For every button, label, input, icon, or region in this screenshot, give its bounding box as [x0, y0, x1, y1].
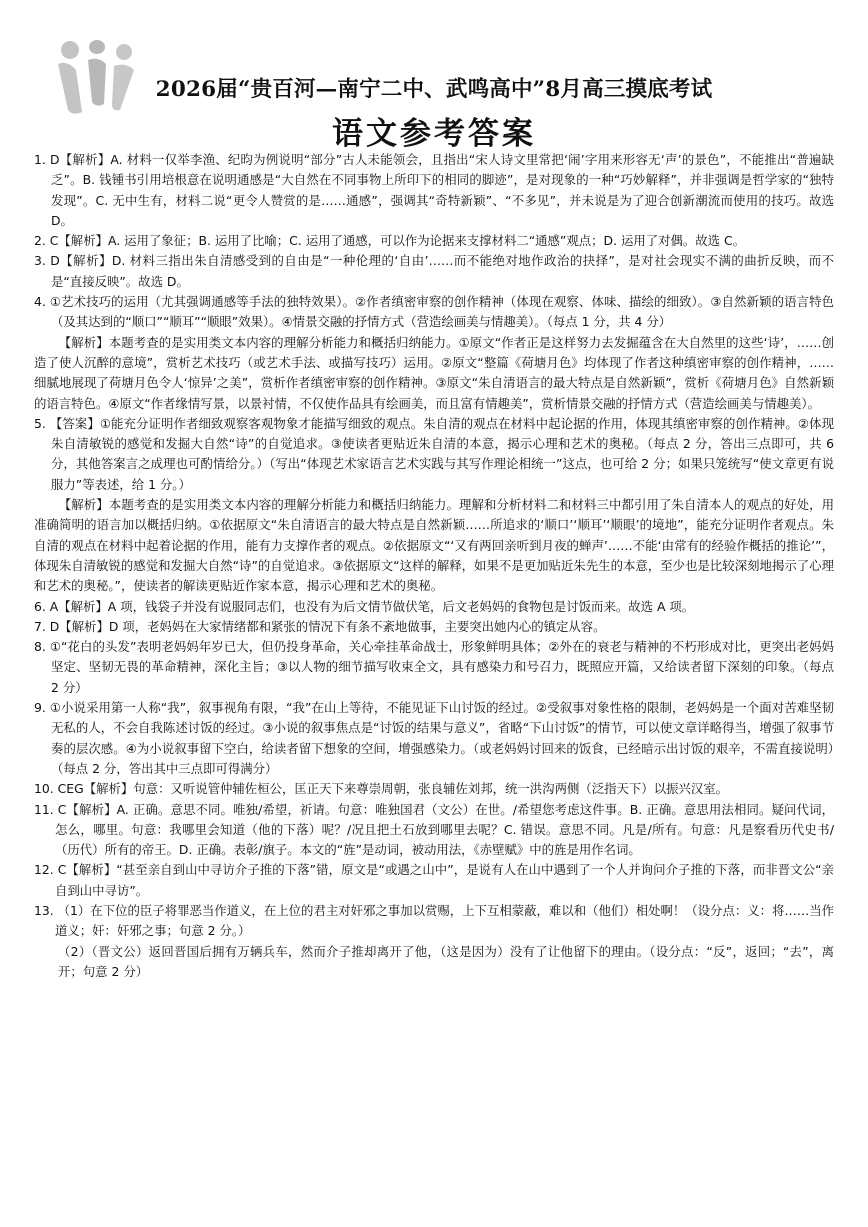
answer-10: 10. CEG【解析】句意：又听说管仲辅佐桓公，匡正天下来尊崇周朝，张良辅佐刘邦，统一洪沟两侧（泛指天下）以振兴汉室。	[34, 781, 729, 797]
answer-6: 6. A【解析】A 项，钱袋子并没有说服同志们，也没有为后文情节做伏笔，后文老妈妈的食物包是讨饭而来。故选 A 项。	[34, 598, 695, 614]
answer-5: 5. 【答案】①能充分证明作者细致观察客观物象才能描写细致的观点。朱自清的观点在材料中起论据的作用，体现其缜密审察的创作精神。②体现朱自清敏锐的感觉和发掘大自然“诗”的自觉追求。③使读者更贴近朱自清的本意，揭示心理和艺术的奥秘。（每点 2 分，答出三点即可，共 6 分，其他答案言之成理也可酌情给分。）（写出“体现艺术家语言艺术实践与其写作理论相统一”这点，也可给 2 分；如果只笼统写“使文章更有说服力”等表述，给 1 分。）	[34, 415, 834, 492]
answer-7: 7. D【解析】D 项，老妈妈在大家情绪都和紧张的情况下有条不紊地做事，主要突出她内心的镇定从容。	[34, 618, 606, 634]
answer-2: 2. C【解析】A. 运用了象征；B. 运用了比喻；C. 运用了通感，可以作为论据来支撑材料二“通感”观点；D. 运用了对偶。故选 C。	[34, 233, 746, 249]
answer-5-analysis: 【解析】本题考查的是实用类文本内容的理解分析能力和概括归纳能力。理解和分析材料二和材料三中都引用了朱自清本人的观点的好处，用准确简明的语言加以概括归纳。①依据原文“朱自清语言的最大特点是自然新颖……所追求的‘顺口’‘顺耳’‘顺眼’的境地”，能充分证明作者观点。朱自清的观点在材料中起着论据的作用，能有力支撑作者的观点。②依据原文“‘又有两回亲听到月夜的蝉声’……不能‘由常有的经验作概括的推论’”，体现朱自清敏锐的感觉和发掘大自然“诗”的自觉追求。③依据原文“这样的解释，如果不是更加贴近朱先生的本意，至少也是比较深刻地揭示了心理和艺术的奥秘。”，使读者的解读更贴近作家本意，揭示心理和艺术的奥秘。	[34, 497, 834, 594]
answer-13-part-2: （2）（晋文公）返回晋国后拥有万辆兵车，然而介子推却离开了他，（这是因为）没有了让他留下的理由。（设分点：“反”，返回；“去”，离开；句意 2 分）	[58, 943, 834, 979]
answer-key-title: 语文参考答案	[332, 116, 536, 152]
answer-13-part-1: 13. （1）在下位的臣子将罪恶当作道义，在上位的君主对奸邪之事加以赏赐，上下互相蒙蔽，难以和（他们）相处啊！（设分点：义：将……当作道义；奸：奸邪之事；句意 2 分。）	[34, 902, 834, 939]
answer-4: 4. ①艺术技巧的运用（尤其强调通感等手法的独特效果）。②作者缜密审察的创作精神（体现在观察、体味、描绘的细致）。③自然新颖的语言特色（及其达到的“顺口”“顺耳”“顺眼”效果）。④情景交融的抒情方式（营造绘画美与情趣美）。（每点 1 分，共 4 分）	[34, 294, 834, 330]
answer-12: 12. C【解析】“甚至亲自到山中寻访介子推的下落”错，原文是“或遇之山中”，是说有人在山中遇到了一个人并询问介子推的下落，而非晋文公“亲自到山中寻访”。	[34, 862, 834, 898]
answer-4-analysis: 【解析】本题考查的是实用类文本内容的理解分析能力和概括归纳能力。①原文“作者正是这样努力去发掘蕴含在大自然里的这些‘诗’，……创造了使人沉醉的意境”，赏析艺术技巧（或艺术手法、或描写技巧）运用。②原文“整篇《荷塘月色》均体现了作者这种缜密审察的创作精神，……细腻地展现了荷塘月色令人‘惊异’之美”，赏析作者缜密审察的创作精神。③原文“朱自清语言的最大特点是自然新颖”，赏析《荷塘月色》自然新颖的语言特色。④原文“作者缘情写景，以景衬情，不仅使作品具有绘画美，而且富有情趣美”，赏析情景交融的抒情方式（营造绘画美与情趣美）。	[34, 334, 834, 411]
answer-3: 3. D【解析】D. 材料三指出朱自清感受到的自由是“一种伦理的‘自由’……而不能绝对地作政治的抉择”，是对社会现实不满的曲折反映，而不是“直接反映”。故选 D。	[34, 253, 834, 289]
answer-body	[34, 150, 834, 982]
answer-11: 11. C【解析】A. 正确。意思不同。唯独/希望，祈请。句意：唯独国君（文公）在世。/希望您考虑这件事。B. 正确。意思用法相同。疑问代词，怎么，哪里。句意：我哪里会知道（他的下落）呢？/况且把土石放到哪里去呢？C. 错误。意思不同。凡是/所有。句意：凡是察看历代史书/（历代）所有的帝王。D. 正确。表彰/旗子。本文的“旌”是动词，被动用法，《赤壁赋》中的旌是用作名词。	[34, 801, 834, 858]
answer-1: 1. D【解析】A. 材料一仅举李渔、纪昀为例说明“部分”古人未能领会，且指出“宋人诗文里常把‘闹’字用来形容无‘声’的景色”，不能推出“普遍缺乏”。B. 钱锺书引用培根意在说明通感是“大自然在不同事物上所印下的相同的脚迹”，是对现象的一种“巧妙解释”，并非强调是哲学家的“独特发现”。C. 无中生有，材料二说“更令人赞赏的是……通感”，强调其“奇特新颖”、“不多见”，并未说是为了迎合创新潮流而使用的技巧。故选 D。	[34, 152, 834, 228]
exam-title: 2026届“贵百河—南宁二中、武鸣高中”8月高三摸底考试	[155, 77, 713, 102]
answer-8: 8. ①“花白的头发”表明老妈妈年岁已大，但仍投身革命，关心牵挂革命战士，形象鲜明具体；②外在的衰老与精神的不朽形成对比，更突出老妈妈坚定、坚韧无畏的革命精神，深化主旨；③以人物的细节描写收束全文，具有感染力和号召力，既照应开篇，又给读者留下深刻的印象。（每点 2 分）	[34, 639, 834, 695]
answer-9: 9. ①小说采用第一人称“我”，叙事视角有限，“我”在山上等待，不能见证下山讨饭的经过。②受叙事对象性格的限制，老妈妈是一个面对苦难坚韧无私的人，不会自我陈述讨饭的经过。③小说的叙事焦点是“讨饭的结果与意义”，省略“下山讨饭”的情节，可以使文章详略得当，增强了叙事节奏的层次感。④为小说叙事留下空白，给读者留下想象的空间，增强感染力。（或老妈妈讨回来的饭食，已经暗示出讨饭的艰辛，不需直接说明）（每点 2 分，答出其中三点即可得满分）	[34, 700, 834, 776]
